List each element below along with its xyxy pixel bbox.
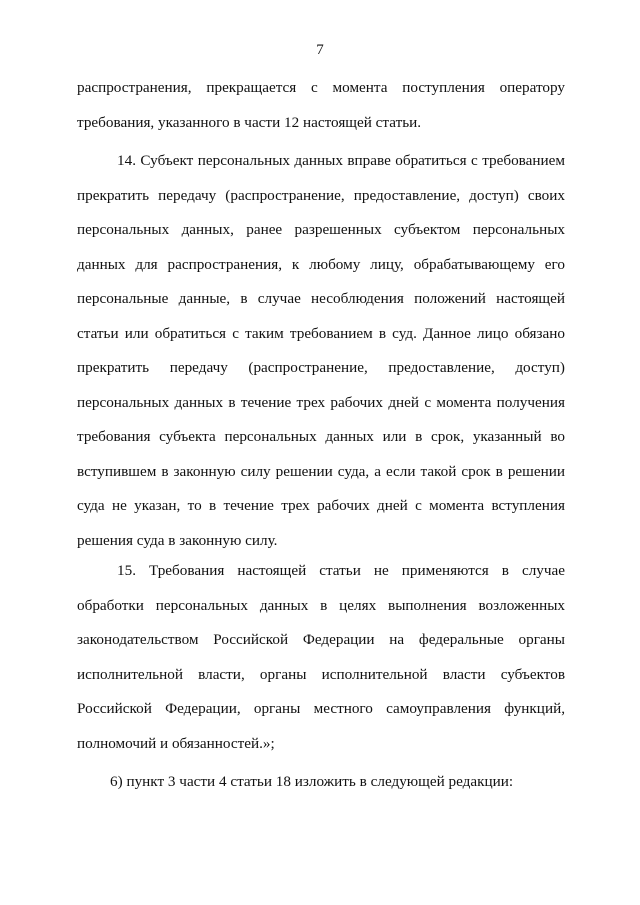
text-line: суда не указан, то в течение трех рабочих дней с момента вступления (77, 497, 565, 514)
text-line: законодательством Российской Федерации на федеральные органы (77, 631, 565, 648)
text-line: 14. Субъект персональных данных вправе обратиться с требованием (117, 152, 565, 169)
paragraph-14 (77, 144, 565, 558)
text-line: данных для распространения, к любому лицу, обрабатывающему его (77, 255, 565, 273)
text-line: персональные данные, в случае несоблюдения положений настоящей (77, 290, 565, 307)
paragraph-15 (77, 554, 565, 761)
text-line: полномочий и обязанностей.»; (77, 734, 275, 752)
text-line: прекратить передачу (распространение, предоставление, доступ) своих (77, 186, 565, 204)
text-line: требования, указанного в части 12 настоящей статьи. (77, 113, 422, 131)
text-line: решения суда в законную силу. (77, 531, 278, 549)
text-line: распространения, прекращается с момента поступления оператору (77, 79, 565, 96)
text-line: 6) пункт 3 части 4 статьи 18 изложить в следующей редакции: (110, 773, 514, 790)
text-line: исполнительной власти, органы исполнительной власти субъектов (77, 665, 565, 683)
text-line: Российской Федерации, органы местного самоуправления функций, (77, 700, 565, 717)
paragraph-continuation (77, 71, 565, 140)
text-line: персональных данных в течение трех рабочих дней с момента получения (77, 393, 565, 411)
text-line: 15. Требования настоящей статьи не применяются в случае (117, 562, 565, 579)
text-line: статьи или обратиться с таким требованием в суд. Данное лицо обязано (77, 324, 565, 342)
list-item-6 (77, 765, 565, 800)
text-line: обработки персональных данных в целях выполнения возложенных (77, 596, 565, 614)
text-line: вступившем в законную силу решении суда, а если такой срок в решении (77, 462, 565, 480)
text-line: прекратить передачу (распространение, предоставление, доступ) (77, 359, 565, 376)
page-number: 7 (316, 42, 324, 58)
text-line: требования субъекта персональных данных или в срок, указанный во (77, 428, 565, 445)
text-line: персональных данных, ранее разрешенных субъектом персональных (77, 221, 565, 238)
